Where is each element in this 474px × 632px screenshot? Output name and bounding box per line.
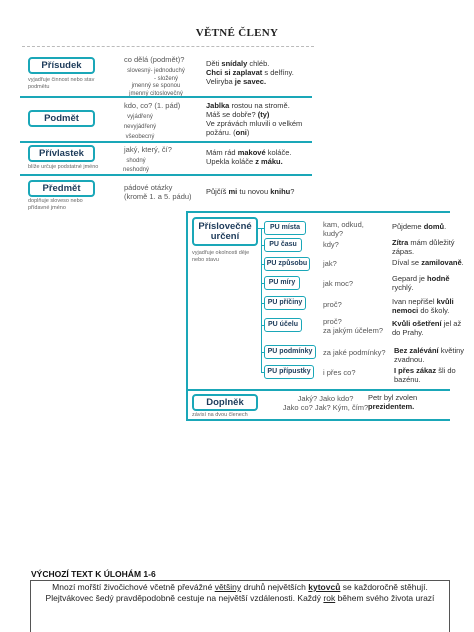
pu-pripustka-label: PU přípustky [264, 365, 314, 379]
privlastek-question: jaký, který, čí? [124, 145, 172, 154]
pu-misto-question: kam, odkud, kudy? [323, 220, 364, 238]
pu-pricina-question: proč? [323, 300, 342, 309]
privlastek-examples: Mám rád makové koláče. Upekla koláče z máku. [206, 148, 292, 166]
pu-mira-question: jak moc? [323, 279, 354, 288]
pu-ucel-label: PU účelu [264, 318, 302, 332]
pu-pripustka-example: I přes zákaz šli do bazénu. [394, 366, 456, 384]
pu-cas-example: Zítra mám důležitý zápas. [392, 238, 455, 256]
podmet-label: Podmět [28, 110, 95, 127]
pu-zpusob-question: jak? [323, 259, 337, 268]
source-text: Mnozí mořští živočichové včetně převážné většiny druhů největších kytovců se každoročně stěhují. Plejtvákovec šedý pravděpodobně cestuje na největší vzdálenosti. Každý rok během svého života urazí [30, 580, 450, 632]
privlastek-desc: blíže určuje podstatné jméno [28, 164, 99, 170]
prisudek-desc: vyjadřuje činnost nebo stav podmětu [28, 77, 95, 90]
predmet-example: Půjčíš mi tu novou knihu? [206, 187, 295, 196]
pu-podminka-label: PU podmínky [264, 345, 316, 359]
pu-zpusob-label: PU způsobu [264, 257, 310, 271]
privlastek-label: Přívlastek [28, 145, 95, 162]
pu-mira-label: PU míry [264, 276, 300, 290]
podmet-examples: Jablka rostou na stromě. Máš se dobře? (ty) Ve zprávách mluvili o velkém požáru. (oni) [206, 101, 303, 137]
pu-cas-label: PU času [264, 238, 302, 252]
podmet-question: kdo, co? (1. pád) [124, 101, 181, 110]
prisudek-label: Přísudek [28, 57, 95, 74]
prisudek-question: co dělá (podmět)? [124, 55, 185, 64]
privlastek-forms: shodný neshodný [122, 158, 150, 173]
predmet-desc: doplňuje sloveso nebo přídavné jméno [28, 198, 83, 211]
doplnek-example: Petr byl zvolen prezidentem. [368, 393, 418, 411]
pu-ucel-example: Kvůli ošetření jel až do Prahy. [392, 319, 462, 337]
section-frame-bottom [186, 419, 450, 421]
section-frame-top [186, 211, 450, 213]
prisudek-examples: Děti snídaly chléb. Chci si zaplavat s delfíny. Veliryba je savec. [206, 59, 294, 86]
divider-line [20, 141, 312, 143]
pu-cas-question: kdy? [323, 240, 339, 249]
pu-podminka-question: za jaké podmínky? [323, 348, 386, 357]
pu-ucel-question: proč? za jakým účelem? [323, 317, 384, 335]
exercise-heading: VÝCHOZÍ TEXT K ÚLOHÁM 1-6 [31, 569, 156, 579]
section-frame-mid [186, 389, 450, 391]
pu-zpusob-example: Díval se zamilovaně. [392, 258, 464, 267]
prislovecne-desc: vyjadřuje okolnosti děje nebo stavu [192, 250, 250, 263]
prislovecne-label: Příslovečné určení [192, 217, 258, 246]
predmet-question: pádové otázky (kromě 1. a 5. pádu) [124, 183, 192, 201]
podmet-forms: vyjádřený nevyjádřený všeobecný [123, 114, 157, 140]
pu-mira-example: Gepard je hodně rychlý. [392, 274, 450, 292]
page-title: VĚTNÉ ČLENY [195, 27, 279, 39]
pu-misto-label: PU místa [264, 221, 306, 235]
pu-pricina-example: Ivan nepřišel kvůli nemoci do školy. [392, 297, 454, 315]
doplnek-desc: závisí na dvou členech [192, 412, 248, 418]
doplnek-question: Jaký? Jako kdo? Jako co? Jak? Kým, čím? [282, 394, 369, 412]
pu-misto-example: Půjdeme domů. [392, 222, 447, 231]
prisudek-forms: slovesný- jednoduchý - složený jmenný se sponou jmenný citoslovečný [127, 68, 185, 97]
pu-pripustka-question: i přes co? [323, 368, 356, 377]
doplnek-label: Doplněk [192, 394, 258, 411]
predmet-label: Předmět [28, 180, 95, 197]
divider-line [20, 96, 312, 98]
pu-podminka-example: Bez zalévání květiny zvadnou. [394, 346, 465, 364]
pu-pricina-label: PU příčiny [264, 296, 306, 310]
title-divider [22, 46, 314, 47]
divider-line [20, 174, 312, 176]
